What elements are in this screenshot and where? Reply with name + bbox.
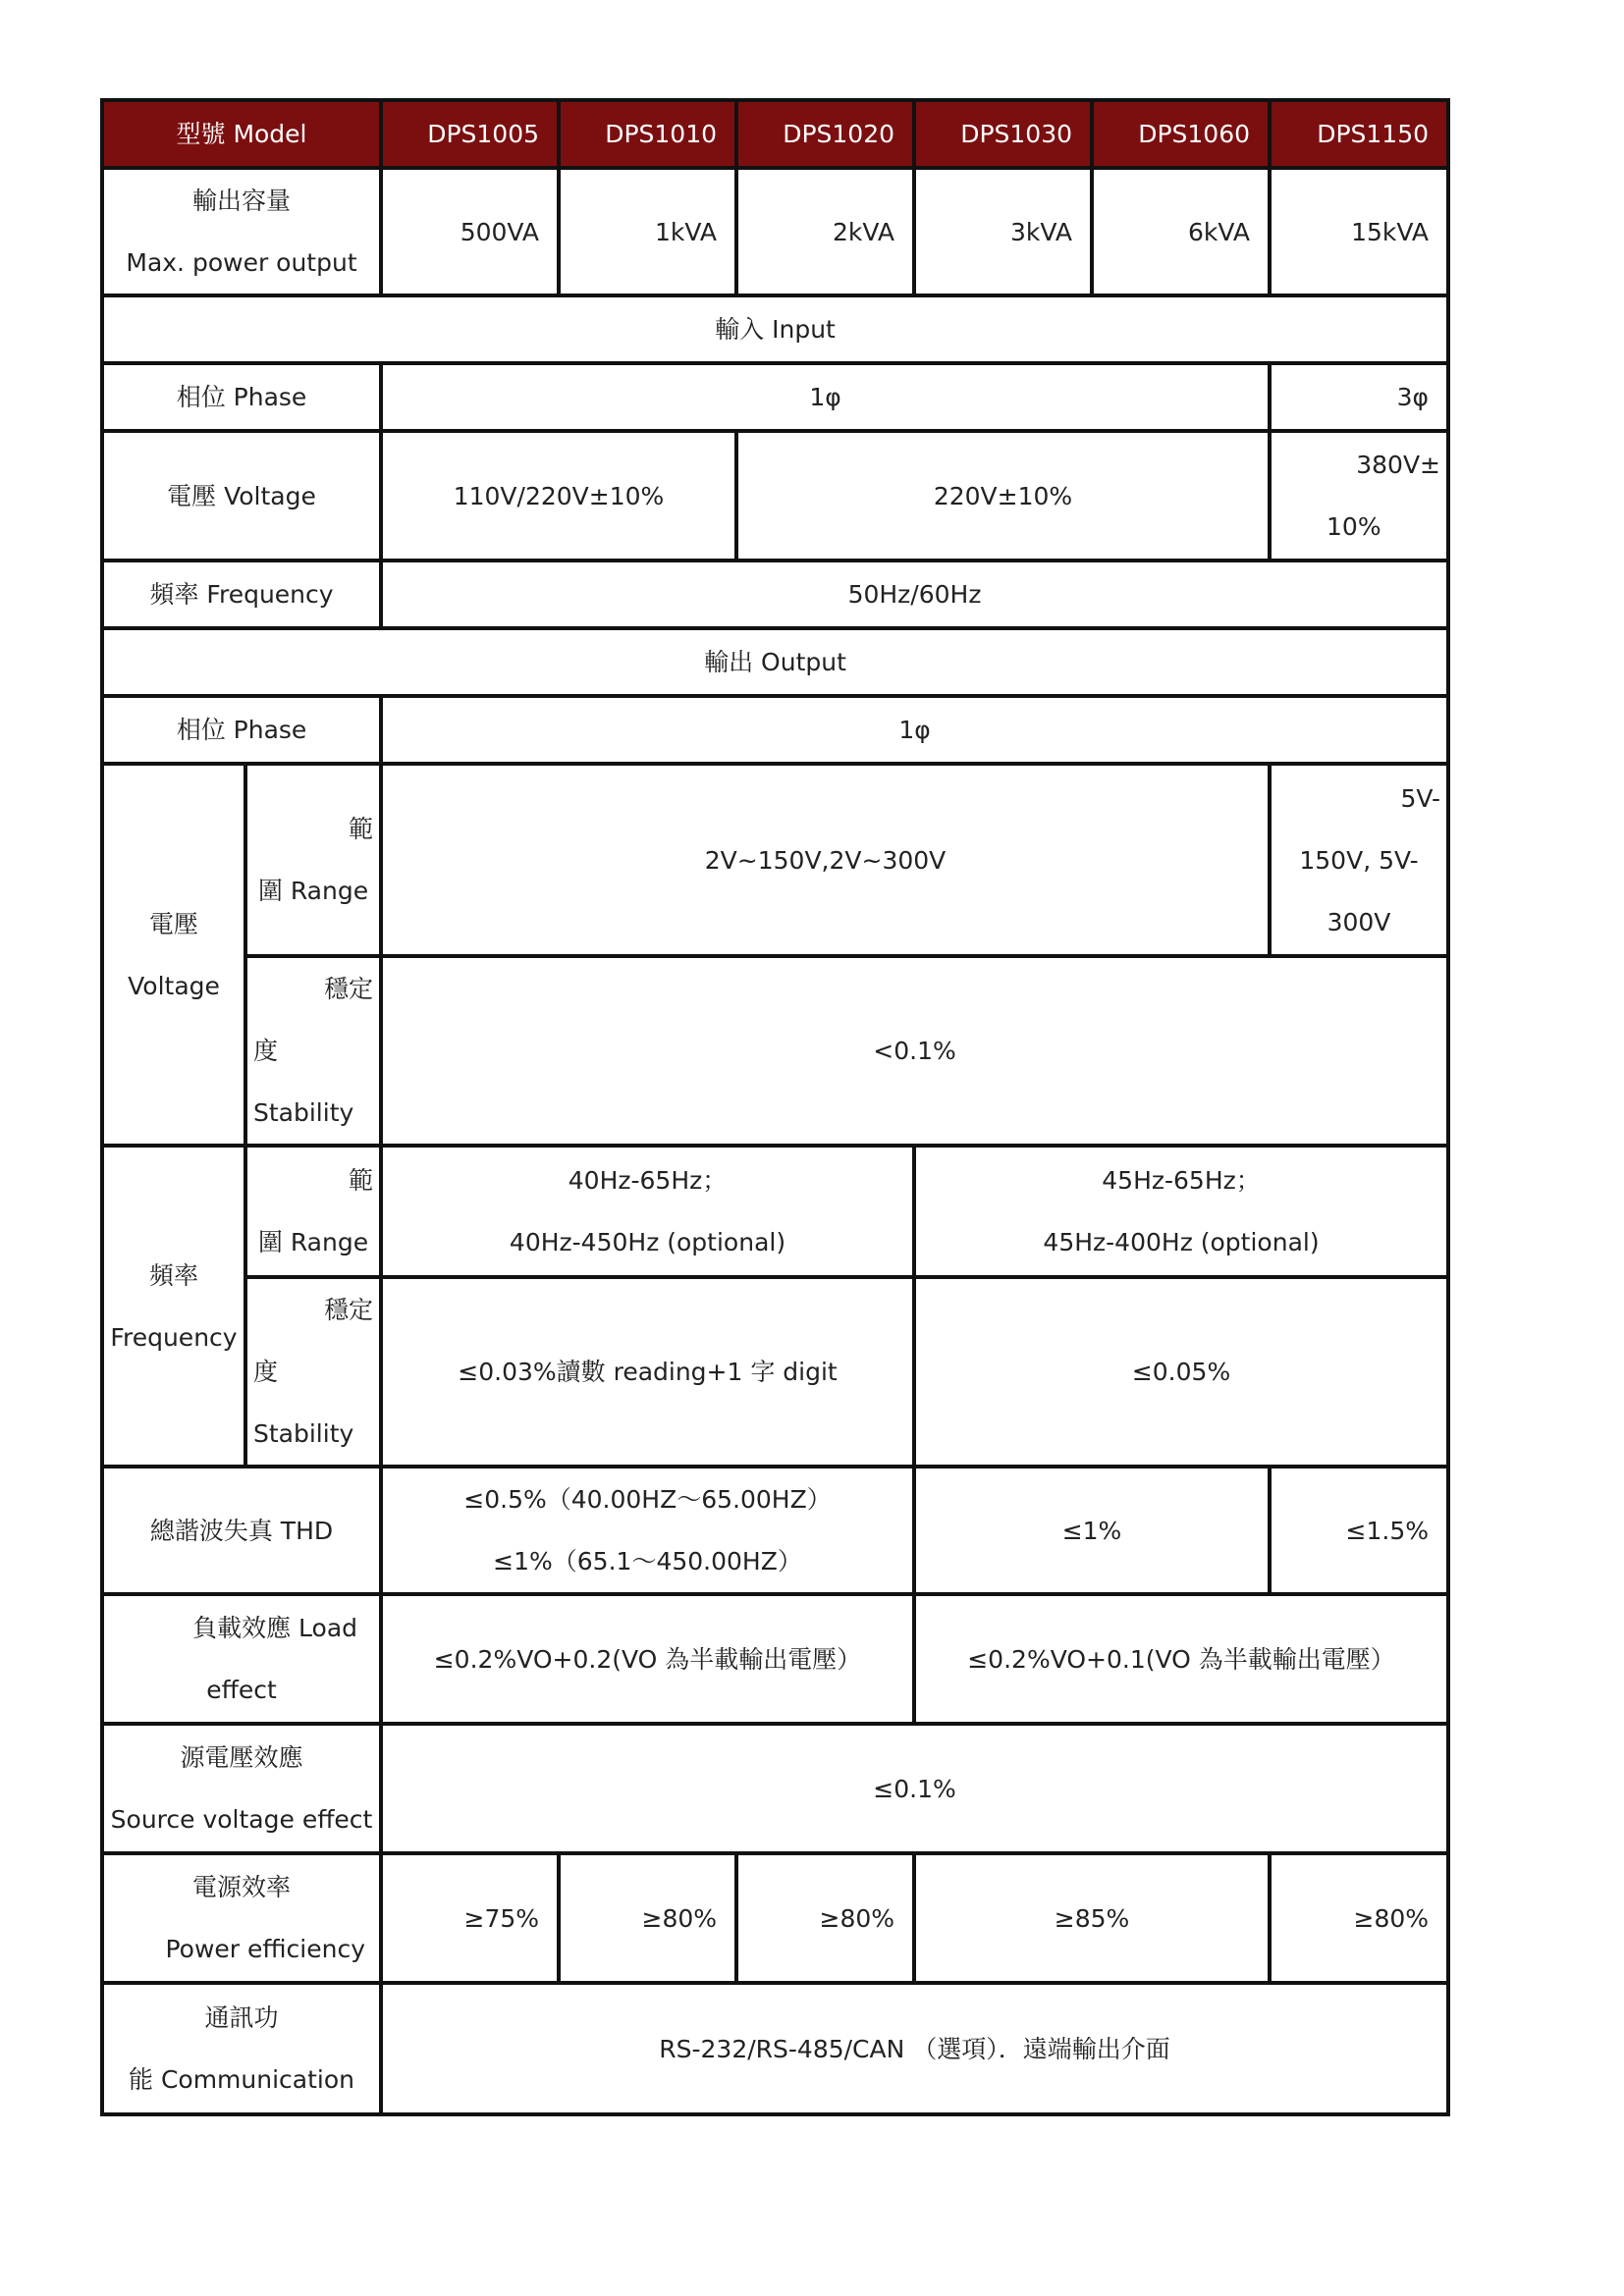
output-voltage-label-zh: 電壓 bbox=[148, 909, 198, 938]
model-dps1060: DPS1060 bbox=[1092, 100, 1270, 168]
thd-row bbox=[102, 1467, 1448, 1594]
input-phase-three: 3φ bbox=[1270, 363, 1448, 431]
range-label-2: 圍 Range bbox=[257, 1228, 369, 1256]
model-dps1010: DPS1010 bbox=[559, 100, 736, 168]
communication-value: RS-232/RS-485/CAN （選項）．遠端輸出介面 bbox=[381, 1983, 1448, 2114]
thd-value-c: ≤1.5% bbox=[1270, 1467, 1448, 1594]
f-range-a1: 40Hz-65Hz； bbox=[568, 1166, 728, 1195]
output-section-heading: 輸出 Output bbox=[102, 628, 1448, 696]
max-power-value: 15kVA bbox=[1270, 168, 1448, 295]
input-voltage-a: 110V/220V±10% bbox=[381, 431, 736, 561]
range-label-1: 範 bbox=[349, 815, 374, 843]
header-row bbox=[102, 100, 1448, 168]
model-dps1150: DPS1150 bbox=[1270, 100, 1448, 168]
max-power-label-en: Max. power output bbox=[126, 248, 357, 277]
thd-a1: ≤0.5%（40.00HZ～65.00HZ） bbox=[463, 1485, 832, 1514]
output-voltage-label-en: Voltage bbox=[128, 971, 220, 1000]
output-frequency-range-label bbox=[245, 1146, 381, 1277]
stability-label-2: 度 Stability bbox=[253, 1358, 354, 1448]
output-voltage-stability-label bbox=[245, 956, 381, 1146]
output-frequency-range-b bbox=[914, 1146, 1448, 1277]
output-frequency-label-zh: 頻率 bbox=[148, 1260, 198, 1290]
input-voltage-label: 電壓 Voltage bbox=[102, 431, 381, 561]
source-effect-label-zh: 源電壓效應 bbox=[180, 1743, 303, 1772]
input-voltage-c1: 380V± bbox=[1356, 451, 1441, 479]
input-voltage-c2: 10% bbox=[1326, 512, 1381, 541]
f-range-a2: 40Hz-450Hz (optional) bbox=[509, 1228, 786, 1256]
load-effect-label-1: 負載效應 Load bbox=[192, 1614, 358, 1642]
output-voltage-range-row bbox=[102, 764, 1448, 956]
input-frequency-row bbox=[102, 561, 1448, 628]
v-range-b3: 300V bbox=[1326, 907, 1391, 936]
load-effect-label-2: effect bbox=[206, 1676, 277, 1704]
input-voltage-c bbox=[1270, 431, 1448, 561]
input-section-heading: 輸入 Input bbox=[102, 295, 1448, 363]
source-effect-value: ≤0.1% bbox=[381, 1724, 1448, 1853]
max-power-value: 500VA bbox=[381, 168, 559, 295]
output-frequency-stability-row bbox=[102, 1277, 1448, 1467]
communication-label-1: 通訊功 bbox=[204, 2003, 279, 2032]
output-voltage-range-a: 2V~150V,2V~300V bbox=[381, 764, 1270, 956]
output-phase-value: 1φ bbox=[381, 696, 1448, 764]
efficiency-label-en: Power efficiency bbox=[165, 1935, 366, 1963]
efficiency-value: ≥85% bbox=[914, 1853, 1270, 1983]
output-frequency-label bbox=[102, 1146, 245, 1467]
stability-label-1: 穩定 bbox=[324, 1296, 374, 1324]
max-power-value: 2kVA bbox=[736, 168, 914, 295]
max-power-label bbox=[102, 168, 381, 295]
max-power-value: 1kVA bbox=[559, 168, 736, 295]
efficiency-value: ≥75% bbox=[381, 1853, 559, 1983]
output-frequency-stability-a: ≤0.03%讀數 reading+1 字 digit bbox=[381, 1277, 914, 1467]
efficiency-label-zh: 電源效率 bbox=[192, 1873, 292, 1901]
input-section-row bbox=[102, 295, 1448, 363]
output-section-row bbox=[102, 628, 1448, 696]
v-range-b2: 150V, 5V- bbox=[1299, 845, 1419, 875]
output-frequency-label-en: Frequency bbox=[110, 1322, 238, 1352]
communication-label bbox=[102, 1983, 381, 2114]
max-power-row bbox=[102, 168, 1448, 295]
efficiency-label bbox=[102, 1853, 381, 1983]
output-voltage-range-b bbox=[1270, 764, 1448, 956]
efficiency-row bbox=[102, 1853, 1448, 1983]
output-voltage-label bbox=[102, 764, 245, 1146]
output-frequency-stability-b: ≤0.05% bbox=[914, 1277, 1448, 1467]
range-label-2: 圍 Range bbox=[257, 877, 369, 905]
stability-label-2: 度 Stability bbox=[253, 1037, 354, 1127]
input-voltage-b: 220V±10% bbox=[736, 431, 1270, 561]
thd-value-b: ≤1% bbox=[914, 1467, 1270, 1594]
communication-label-2: 能 Communication bbox=[129, 2065, 354, 2094]
input-frequency-label: 頻率 Frequency bbox=[102, 561, 381, 628]
source-effect-row bbox=[102, 1724, 1448, 1853]
output-voltage-stability-row bbox=[102, 956, 1448, 1146]
source-effect-label bbox=[102, 1724, 381, 1853]
load-effect-row bbox=[102, 1594, 1448, 1724]
model-dps1005: DPS1005 bbox=[381, 100, 559, 168]
load-effect-a: ≤0.2%VO+0.2(VO 為半載輸出電壓） bbox=[381, 1594, 914, 1724]
efficiency-value: ≥80% bbox=[559, 1853, 736, 1983]
thd-value-a bbox=[381, 1467, 914, 1594]
f-range-b2: 45Hz-400Hz (optional) bbox=[1043, 1228, 1320, 1256]
output-frequency-range-a bbox=[381, 1146, 914, 1277]
stability-label-1: 穩定 bbox=[324, 975, 374, 1003]
efficiency-value: ≥80% bbox=[736, 1853, 914, 1983]
input-phase-label: 相位 Phase bbox=[102, 363, 381, 431]
load-effect-label bbox=[102, 1594, 381, 1724]
input-frequency-value: 50Hz/60Hz bbox=[381, 561, 1448, 628]
communication-row bbox=[102, 1983, 1448, 2114]
input-voltage-row bbox=[102, 431, 1448, 561]
range-label-1: 範 bbox=[349, 1166, 374, 1195]
max-power-label-zh: 輸出容量 bbox=[192, 187, 292, 215]
spec-table bbox=[100, 98, 1450, 2116]
v-range-b1: 5V- bbox=[1400, 783, 1441, 813]
model-dps1030: DPS1030 bbox=[914, 100, 1092, 168]
source-effect-label-en: Source voltage effect bbox=[110, 1805, 373, 1834]
input-phase-single: 1φ bbox=[381, 363, 1270, 431]
input-phase-row bbox=[102, 363, 1448, 431]
max-power-value: 6kVA bbox=[1092, 168, 1270, 295]
max-power-value: 3kVA bbox=[914, 168, 1092, 295]
output-phase-row bbox=[102, 696, 1448, 764]
efficiency-value: ≥80% bbox=[1270, 1853, 1448, 1983]
model-label: 型號 Model bbox=[102, 100, 381, 168]
thd-label: 總諧波失真 THD bbox=[102, 1467, 381, 1594]
output-voltage-stability-value: <0.1% bbox=[381, 956, 1448, 1146]
model-dps1020: DPS1020 bbox=[736, 100, 914, 168]
output-voltage-range-label bbox=[245, 764, 381, 956]
thd-a2: ≤1%（65.1～450.00HZ） bbox=[493, 1547, 802, 1575]
output-frequency-stability-label bbox=[245, 1277, 381, 1467]
f-range-b1: 45Hz-65Hz； bbox=[1102, 1166, 1261, 1195]
output-frequency-range-row bbox=[102, 1146, 1448, 1277]
load-effect-b: ≤0.2%VO+0.1(VO 為半載輸出電壓） bbox=[914, 1594, 1448, 1724]
output-phase-label: 相位 Phase bbox=[102, 696, 381, 764]
